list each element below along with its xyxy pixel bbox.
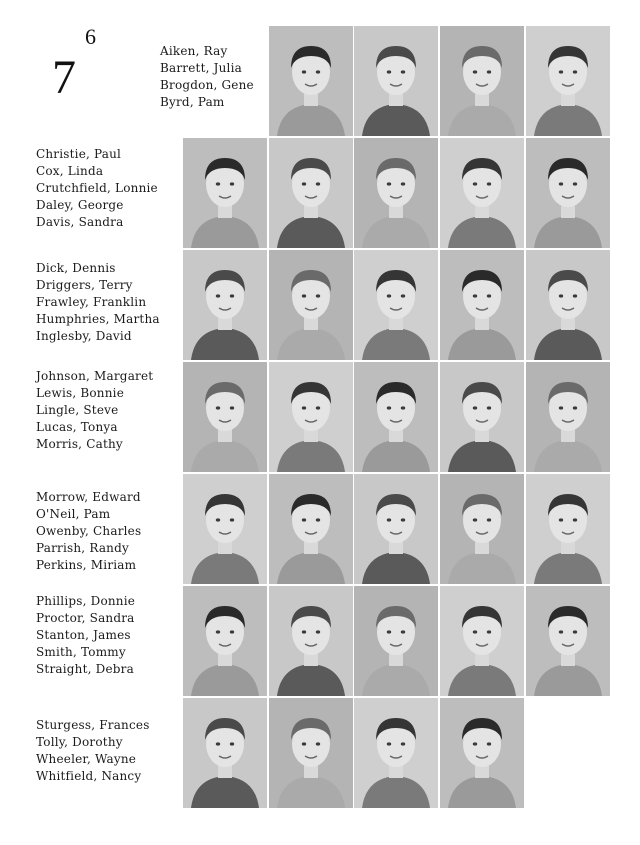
- student-name: Byrd, Pam: [160, 95, 225, 109]
- student-name: Aiken, Ray: [160, 44, 228, 58]
- grade-number: 7: [52, 51, 76, 104]
- student-name: Perkins, Miriam: [36, 558, 137, 572]
- student-name: Whitfield, Nancy: [36, 769, 142, 783]
- student-photo: [354, 362, 438, 472]
- student-photo: [269, 362, 353, 472]
- student-name: Wheeler, Wayne: [36, 752, 137, 766]
- names-row-3: [36, 260, 186, 345]
- student-photo: [354, 138, 438, 248]
- student-name: Christie, Paul: [36, 147, 122, 161]
- student-photo: [440, 474, 524, 584]
- names-row-6: [36, 593, 186, 678]
- student-name: Straight, Debra: [36, 662, 134, 676]
- names-row-4: [36, 368, 186, 453]
- student-photo: [183, 250, 267, 360]
- student-photo: [354, 586, 438, 696]
- student-photo: [526, 250, 610, 360]
- student-photo: [440, 26, 524, 136]
- student-name: Phillips, Donnie: [36, 594, 136, 608]
- student-name: Stanton, James: [36, 628, 131, 642]
- student-photo: [440, 586, 524, 696]
- student-photo: [183, 698, 267, 808]
- student-name: Dick, Dennis: [36, 261, 116, 275]
- student-name: Barrett, Julia: [160, 61, 242, 75]
- student-photo: [354, 26, 438, 136]
- student-photo: [354, 474, 438, 584]
- student-name: Brogdon, Gene: [160, 78, 254, 92]
- student-name: Crutchfield, Lonnie: [36, 181, 158, 195]
- student-photo: [526, 586, 610, 696]
- student-name: Johnson, Margaret: [36, 369, 154, 383]
- student-photo: [269, 698, 353, 808]
- student-photo: [526, 474, 610, 584]
- student-name: Davis, Sandra: [36, 215, 124, 229]
- student-name: O'Neil, Pam: [36, 507, 111, 521]
- names-row-2: [36, 146, 186, 231]
- student-photo: [440, 698, 524, 808]
- student-name: Owenby, Charles: [36, 524, 142, 538]
- student-photo: [526, 26, 610, 136]
- student-name: Inglesby, David: [36, 329, 132, 343]
- student-name: Smith, Tommy: [36, 645, 126, 659]
- student-photo: [440, 138, 524, 248]
- student-photo: [269, 586, 353, 696]
- student-name: Humphries, Martha: [36, 312, 160, 326]
- student-photo: [183, 138, 267, 248]
- student-photo: [269, 250, 353, 360]
- student-name: Daley, George: [36, 198, 124, 212]
- student-photo: [269, 474, 353, 584]
- student-name: Parrish, Randy: [36, 541, 129, 555]
- student-photo: [440, 250, 524, 360]
- names-row-5: [36, 489, 186, 574]
- student-photo: [183, 474, 267, 584]
- student-photo: [269, 26, 353, 136]
- student-name: Tolly, Dorothy: [36, 735, 123, 749]
- student-photo: [440, 362, 524, 472]
- student-photo: [526, 138, 610, 248]
- student-name: Sturgess, Frances: [36, 718, 150, 732]
- student-name: Lingle, Steve: [36, 403, 119, 417]
- student-name: Morris, Cathy: [36, 437, 123, 451]
- student-name: Driggers, Terry: [36, 278, 133, 292]
- student-photo: [269, 138, 353, 248]
- student-photo: [354, 698, 438, 808]
- student-photo: [183, 586, 267, 696]
- student-name: Lucas, Tonya: [36, 420, 118, 434]
- page-number: 6: [85, 24, 96, 49]
- student-name: Lewis, Bonnie: [36, 386, 125, 400]
- student-name: Proctor, Sandra: [36, 611, 135, 625]
- student-name: Frawley, Franklin: [36, 295, 147, 309]
- student-name: Morrow, Edward: [36, 490, 141, 504]
- student-photo: [354, 250, 438, 360]
- student-name: Cox, Linda: [36, 164, 104, 178]
- student-photo: [526, 362, 610, 472]
- names-row-7: [36, 717, 186, 785]
- student-photo: [183, 362, 267, 472]
